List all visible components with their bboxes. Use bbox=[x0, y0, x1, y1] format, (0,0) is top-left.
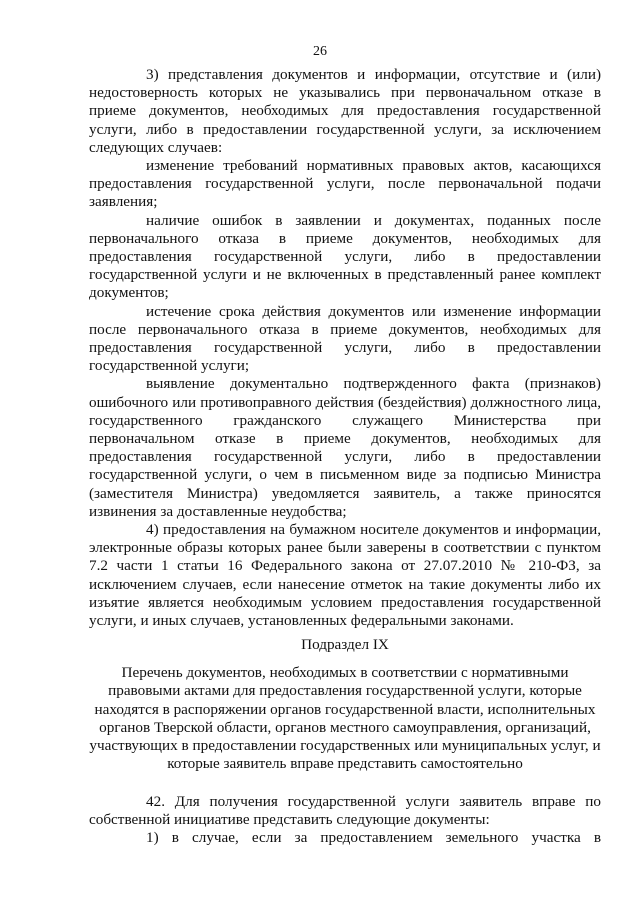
paragraph-item-3: 3) представления документов и информации, отсутствие и (или) недостоверность которых не указывались при первоначальном отказе в приеме документов, необходимых для предоставления государственной услуги, либо в предоставлении государственной услуги, за исключением следующих случаев: bbox=[89, 66, 601, 156]
paragraph-case-errors: наличие ошибок в заявлении и документах, поданных после первоначального отказа в приеме документов, необходимых для предоставления государственной услуги, либо в предоставлении государственной услуги и не включенных в представленный ранее комплект документов; bbox=[89, 211, 601, 302]
page-number: 26 bbox=[313, 44, 327, 59]
subsection-label: Подраздел IX bbox=[301, 636, 389, 653]
paragraph-42: 42. Для получения государственной услуги заявитель вправе по собственной инициативе представить следующие документы: bbox=[89, 793, 601, 829]
document-body bbox=[89, 66, 601, 630]
subsection-heading bbox=[89, 636, 601, 773]
document-body-continued bbox=[89, 793, 601, 848]
paragraph-case-expiry: истечение срока действия документов или изменение информации после первоначального отказа в приеме документов, необходимых для предоставления государственной услуги, либо в предоставлении государственной услуги; bbox=[89, 302, 601, 375]
subsection-title: Перечень документов, необходимых в соответствии с нормативными правовыми актами для предоставления государственной услуги, которые находятся в распоряжении органов государственной власти, исполнительных органов Тверской области, органов местного самоуправления, организаций, участвующих в предоставлении государственных или муниципальных услуг, и которые заявитель вправе представить самостоятельно bbox=[89, 664, 601, 773]
paragraph-case-misconduct: выявление документально подтвержденного факта (признаков) ошибочного или противоправного действия (бездействия) должностного лица, государственного гражданского служащего Министерства при первоначальном отказе в приеме документов, необходимых для предоставления государственной услуги, либо в предоставлении государственной услуги, о чем в письменном виде за подписью Министра (заместителя Министра) уведомляется заявитель, а также приносятся извинения за доставленные неудобства; bbox=[89, 375, 601, 520]
paragraph-42-item-1: 1) в случае, если за предоставлением земельного участка в bbox=[146, 829, 601, 847]
paragraph-case-requirements-change: изменение требований нормативных правовых актов, касающихся предоставления государственной услуги, после первоначальной подачи заявления; bbox=[89, 157, 601, 211]
paragraph-item-4: 4) предоставления на бумажном носителе документов и информации, электронные образы которых ранее были заверены в соответствии с пунктом 7.2 части 1 статьи 16 Федерального закона от 27.07.2010 № 210-ФЗ, за исключением случаев, если нанесение отметок на такие документы либо их изъятие является необходимым условием предоставления государственной услуги, и иных случаев, установленных федеральными законами. bbox=[89, 521, 601, 630]
